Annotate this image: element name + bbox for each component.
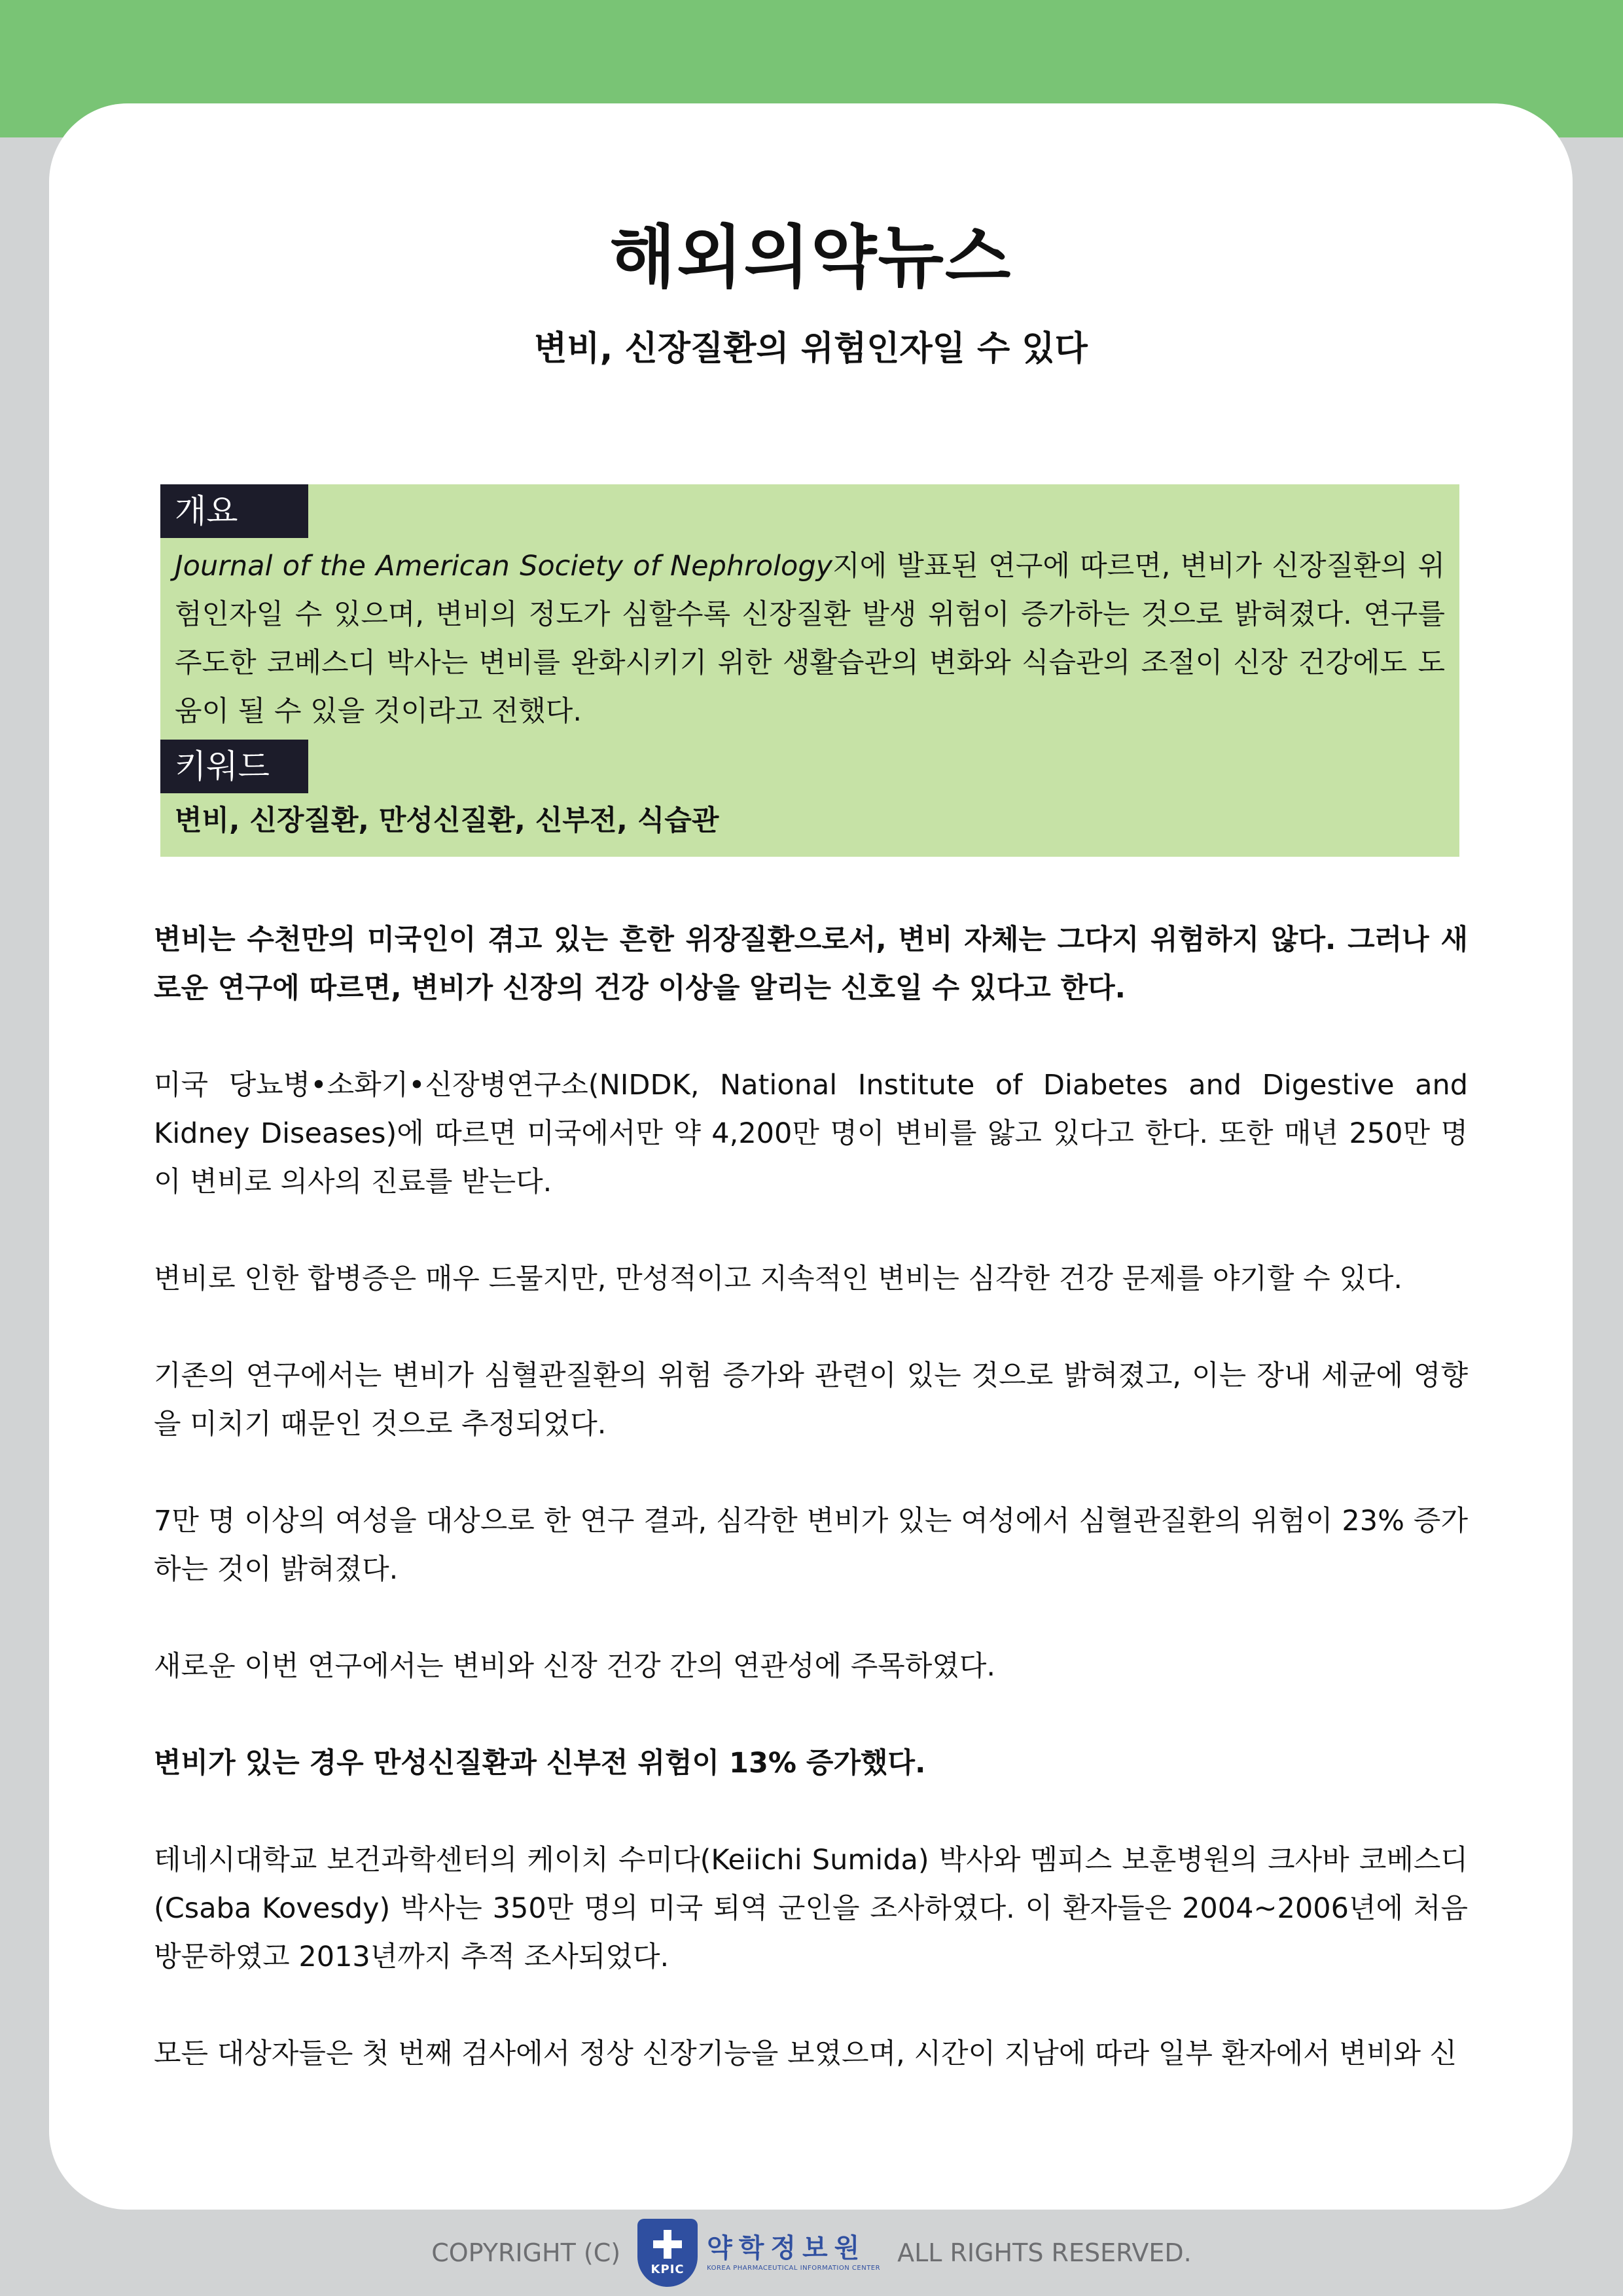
article-paragraph: 새로운 이번 연구에서는 변비와 신장 건강 간의 연관성에 주목하였다.	[154, 1649, 996, 1683]
article-subtitle: 변비, 신장질환의 위험인자일 수 있다	[534, 329, 1088, 368]
article-paragraph: 변비는 수천만의 미국인이 겪고 있는 흔한 위장질환으로서, 변비 자체는 그다지 위험하지 않다. 그러나 새로운 연구에 따르면, 변비가 신장의 건강 이상을 알리는 신호일 수 있다고 한다.	[154, 923, 1468, 1005]
keywords-label: 키워드	[160, 740, 308, 793]
copyright-text: COPYRIGHT (C)	[431, 2238, 621, 2267]
overview-text	[160, 538, 1459, 740]
cross-icon	[653, 2230, 682, 2259]
page-title: 해외의약뉴스	[609, 217, 1012, 297]
org-name-english: KOREA PHARMACEUTICAL INFORMATION CENTER	[707, 2265, 881, 2272]
article-paragraph: 변비로 인한 합병증은 매우 드물지만, 만성적이고 지속적인 변비는 심각한 건강 문제를 야기할 수 있다.	[154, 1262, 1403, 1295]
article-paragraph: 7만 명 이상의 여성을 대상으로 한 연구 결과, 심각한 변비가 있는 여성에서 심혈관질환의 위험이 23% 증가하는 것이 밝혀졌다.	[154, 1504, 1468, 1586]
article-body	[154, 916, 1468, 2078]
document-card	[49, 103, 1573, 2210]
article-paragraph: 기존의 연구에서는 변비가 심혈관질환의 위험 증가와 관련이 있는 것으로 밝혀졌고, 이는 장내 세균에 영향을 미치기 때문인 것으로 추정되었다.	[154, 1359, 1468, 1441]
article-paragraph: 테네시대학교 보건과학센터의 케이치 수미다(Keiichi Sumida) 박사와 멤피스 보훈병원의 크사바 코베스디(Csaba Kovesdy) 박사는 350만 명의 미국 퇴역 군인을 조사하였다. 이 환자들은 2004~2006년에 처음 방문하였고 2013년까지 추적 조사되었다.	[154, 1843, 1468, 1973]
journal-name: Journal of the American Society of Nephrology	[175, 549, 833, 583]
footer	[0, 2210, 1623, 2296]
shield-label: KPIC	[651, 2262, 685, 2276]
logo-text	[707, 2233, 880, 2273]
article-paragraph: 모든 대상자들은 첫 번째 검사에서 정상 신장기능을 보였으며, 시간이 지남에 따라 일부 환자에서 변비와 신	[154, 2037, 1457, 2070]
rights-text: ALL RIGHTS RESERVED.	[897, 2238, 1192, 2267]
overview-label: 개요	[160, 484, 308, 538]
overview-body: 지에 발표된 연구에 따르면, 변비가 신장질환의 위험인자일 수 있으며, 변비의 정도가 심할수록 신장질환 발생 위험이 증가하는 것으로 밝혀졌다. 연구를 주도한 코베스디 박사는 변비를 완화시키기 위한 생활습관의 변화와 식습관의 조절이 신장 건강에도 도움이 될 수 있을 것이라고 전했다.	[175, 549, 1445, 728]
kpic-logo	[637, 2219, 880, 2287]
kpic-shield-icon	[637, 2219, 698, 2287]
org-name-korean: 약학정보원	[707, 2233, 866, 2263]
summary-box	[160, 484, 1459, 857]
keywords-text: 변비, 신장질환, 만성신질환, 신부전, 식습관	[175, 804, 719, 837]
article-paragraph: 미국 당뇨병•소화기•신장병연구소(NIDDK, National Institute of Diabetes and Digestive and Kidney Diseases)에 따르면 미국에서만 약 4,200만 명이 변비를 앓고 있다고 한다. 또한 매년 250만 명이 변비로 의사의 진료를 받는다.	[154, 1068, 1468, 1198]
article-paragraph: 변비가 있는 경우 만성신질환과 신부전 위험이 13% 증가했다.	[154, 1746, 926, 1780]
